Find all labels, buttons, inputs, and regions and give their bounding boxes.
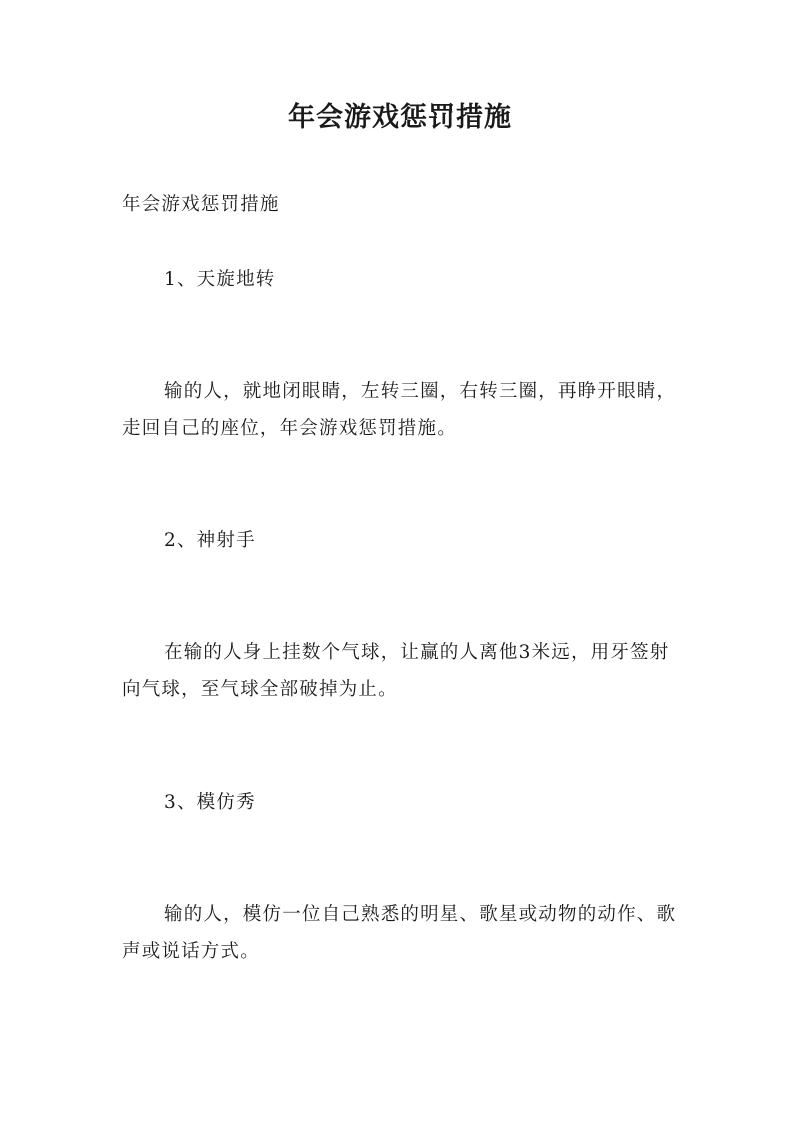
section-heading-2: 2、神射手 <box>164 530 256 551</box>
section-heading-3: 3、模仿秀 <box>164 792 256 813</box>
section-body-1: 输的人，就地闭眼睛，左转三圈，右转三圈，再睁开眼睛，走回自己的座位，年会游戏惩罚措施。 <box>122 381 677 439</box>
section-body-2: 在输的人身上挂数个气球，让赢的人离他3米远，用牙签射向气球，至气球全部破掉为止。 <box>122 642 670 700</box>
lead-paragraph: 年会游戏惩罚措施 <box>122 194 280 215</box>
section-heading-1: 1、天旋地转 <box>164 269 276 290</box>
page-title: 年会游戏惩罚措施 <box>288 102 512 133</box>
section-body-3: 输的人，模仿一位自己熟悉的明星、歌星或动物的动作、歌声或说话方式。 <box>122 904 677 962</box>
